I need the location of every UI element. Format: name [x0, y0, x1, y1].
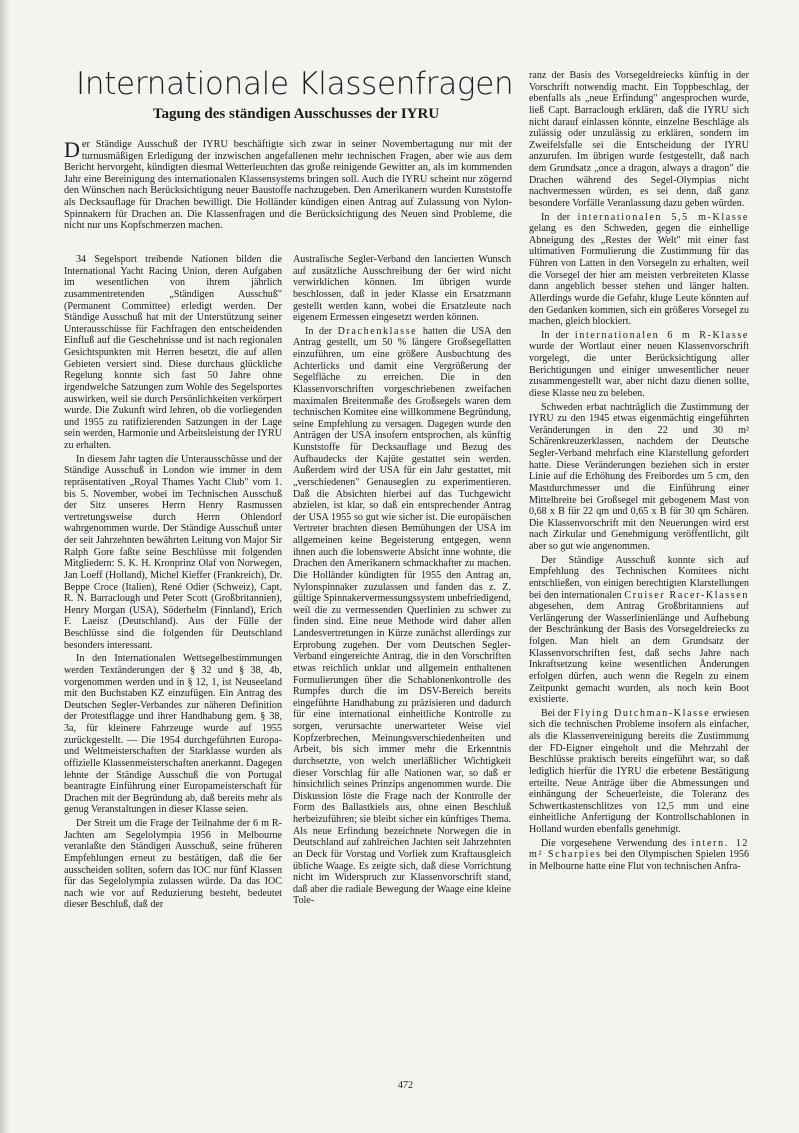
page-title: Internationale Klassenfragen [76, 66, 514, 102]
col2-p2-rest: hatten die USA den Antrag gestellt, um 50 % längere Großsegellatten einzuführen, um eine größere Ausbuchtung des Achterlicks und damit eine Vergrößerung der Segelfläche zu erreichen. Die in den Klassenvorschriften vorgeschriebenen zweifachen maximalen Breitenmaße des Großsegels waren dem technischen Komitee eine willkommene Begründung, seine Empfehlung zu versagen. Dagegen wurde den Anträgen der USA insofern entsprochen, als künftig Kunststoffe für Decksauflage und Bezug des Aufbaudecks der Kajüte gestattet sein werden. Außerdem wird der USA für ein Jahr gestattet, mit „verschiedenen" Genauseglen zu experimentieren. Daß die Absichten hierbei auf das Tuchgewicht abzielen, ist klar, so daß ein entsprechender Antrag der USA 1955 so gut wie sicher ist. Die europäischen Vertreter brachten diesen Bemühungen der USA im allgemeinen keine Begeisterung entgegen, wenn ihnen auch die lobenswerte Absicht inne wohnte, die Drachen den Amerikanern schmackhafter zu machen. Die Holländer kündigten für 1955 den Antrag an, Nylonspinnaker zuzulassen und fanden das z. Z. gültige Spinnakervermessungssystem unbefriedigend, weil die zu vermessenden Querlinien zu schwer zu finden sind. Eine neue Methode wird daher allen Landesvertretungen in Kürze zunächst allerdings zur Erprobung zugehen. Der vom Deutschen Segler-Verband eingereichte Antrag, die in den Vorschriften etwas reichlich unklar und allgemein enthaltenen Formulierungen über die Schablonenkontrolle des Rumpfes durch die im DSV-Bereich bereits eingeführte Handhabung zu präzisieren und dadurch für eine international einheitliche Kontrolle zu sorgen, verursachte unerwarteter Weise viel Kopfzerbrechen, Meinungsverschiedenheiten und Arbeit, bis sich immer mehr die Erkenntnis durchsetzte, von welch unerläßlicher Wichtigkeit dieser Vorschlag für alle Nationen war, so daß er hinsichtlich seines Prinzips angenommen wurde. Die Diskussion löste die Frage nach der Kontrolle der Form des Ballastkiels aus, ohne einen Beschluß herbeizuführen; sie bleibt sicher ein künftiges Thema. Als neue Erfindung bezeichnete Norwegen die in Deutschland auf zahlreichen Jachten seit Jahrzehnten an Deck für Vorstag und Vorliek zum Kraftausgleich übliche Waage. Es zeigte sich, daß diese Vorrichtung nicht im Widerspruch zur Klassenvorschrift stand, daß aber die radiale Bewegung der Waage eine kleine Tole- [293, 325, 511, 907]
col1-paragraph-1: 34 Segelsport treibende Nationen bilden die International Yacht Racing Union, deren Aufgaben im wesentlichen von ihrem jährlich zusammentretenden „Ständigen Ausschuß" (Permanent Committee) erledigt werden. Der Ständige Ausschuß hat mit der Unterstützung seiner Unterausschüsse für Fachfragen den entscheidenden Einfluß auf die Geschehnisse und ist nach regionalen Gesichtspunkten mit Herren besetzt, die auf allen Gebieten versiert sind. Diese durchaus glückliche Regelung konnte sich fast 50 Jahre ohne irgendwelche Satzungen zum Wohle des Segelsportes auswirken, weil sie durch Persönlichkeiten verkörpert wurde. Die Zukunft wird lehren, ob die vorliegenden und 1955 zu ratifizierenden Satzungen in der Lage sein werden, Harmonie und Arbeitsleistung der IYRU zu erhalten. [64, 254, 282, 451]
column-2 [293, 254, 511, 1074]
column-1 [64, 254, 282, 1074]
page-number: 472 [398, 1080, 413, 1091]
col3-paragraph-5 [529, 555, 749, 706]
col3-paragraph-3 [529, 330, 749, 400]
col2-paragraph-1: Australische Segler-Verband den lancierten Wunsch auf zusätzliche Ausschreibung der 6er wird nicht verwirklichen können. Im übrigen wurde beschlossen, daß in jeder Klasse ein Ersatzmann gestellt werden kann, wobei die Ersatzleute nach eigenem Ermessen eingesetzt werden können. [293, 254, 511, 324]
col3-p2-start: In der [541, 211, 578, 223]
col3-p7-rest: bei den Olympischen Spielen 1956 in Melbourne hatte eine Flut von technischen Anfra- [529, 849, 749, 872]
page-subtitle: Tagung des ständigen Ausschusses der IYRU [152, 106, 440, 122]
column-3 [529, 70, 749, 1074]
col3-p3-rest: wurde der Wortlaut einer neuen Klassenvorschrift vorgelegt, die unter Berücksichtigung aller Berichtigungen und einiger unwesentlicher neuer zusammengestellt war, aber nicht dazu dienen sollte, diese Klasse neu zu beleben. [529, 341, 749, 399]
col1-paragraph-2: In diesem Jahr tagten die Unterausschüsse und der Ständige Ausschuß in London wie immer in dem repräsentativen „Royal Thames Yacht Club" vom 1. bis 5. November, wobei im Technischen Ausschuß der Sitz unseres Herrn Henry Rasmussen vertretungsweise durch Herrn Ohlendorf wahrgenommen wurde. Der Ständige Ausschuß unter der seit Jahrzehnten bewährten Leitung von Major Sir Ralph Gore faßte seine Beschlüsse mit folgenden Mitgliedern: S. K. H. Kronprinz Olaf von Norwegen, Jan Loeff (Holland), Michel Kieffer (Frankreich), Dr. Beppe Croce (Italien), René Odier (Schweiz), Capt. R. N. Barraclough und Peter Scott (Großbritannien), Henry Morgan (USA), Söderhelm (Finnland), Erich F. Laeisz (Deutschland). Aus der Fülle der Beschlüsse sind die folgenden für Deutschland besonders interessant. [64, 453, 282, 651]
dropcap-letter: D [64, 137, 80, 162]
col3-p2-rest: gelang es den Schweden, gegen die einhellige Abneigung des „Restes der Welt" mit einer fast ultimativen Formulierung die Zustimmung für das Führen von Latten in den Vorsegeln zu erhalten, weil die Vorsegel der hier am meisten verbreiteten Klasse dann angeblich besser stehen und länger halten. Allerdings wurde die Gefahr, kluge Leute könnten auf den Gedanken kommen, sich ein größeres Vorsegel zu machen, gleich blockiert. [529, 223, 749, 328]
col3-p5-rest: abgesehen, dem Antrag Großbritanniens auf Verlängerung der Wasserlinienlänge und Aufhebung der Beschränkung der Basis des Vorsegeldreiecks zu folgen. Man hielt an dem Grundsatz der Klassenvorschriften fest, daß sechs Jahre nach Inkraftsetzung keine wesentlichen Änderungen erfolgen dürfen, auch wenn die Regeln zu einem Zeitpunkt gemacht wurden, als noch kein Boot existierte. [529, 601, 749, 706]
class-name-drachen: Drachenklasse [337, 325, 418, 337]
col1-paragraph-3: In den Internationalen Wettsegelbestimmungen werden Textänderungen der § 32 und § 38, 4b, vorgenommen werden und in § 12, 1, ist Neuseeland mit den Buchstaben KZ einzufügen. Ein Antrag des Deutschen Segler-Verbandes zur näheren Definition der Protestflagge und ihrer Handhabung gem. § 38, 3a, für kleinere Fahrzeuge wurde auf 1955 zurückgestellt. — Die 1954 durchgeführten Europa- und Weltmeisterschaften der Starklasse wurden als offizielle Klassenmeisterschaften anerkannt. Dagegen lehnte der Ständige Ausschuß die von Portugal beantragte Einführung einer Europameisterschaft für Drachen mit der Begründung ab, daß bereits mehr als genug Veranstaltungen in dieser Klasse seien. [64, 653, 282, 816]
col3-p7-start: Die vorgesehene Verwendung des [541, 837, 692, 849]
col3-p3-start: In der [541, 329, 575, 341]
class-name-6mr: internationalen 6 m R-Klasse [574, 329, 749, 341]
col3-p5-start: Der Ständige Ausschuß konnte sich auf Empfehlung des Technischen Komitees nicht entschließen, von einigen berechtigten Klarstellungen bei den internationalen [529, 554, 749, 601]
col3-p6-start: Bei der [541, 707, 574, 719]
col3-paragraph-1: ranz der Basis des Vorsegeldreiecks künftig in der Vorschrift notwendig macht. Ein Toppbeschlag, der ebenfalls als „neue Erfindung" angesprochen wurde, ließ Capt. Barraclough erklären, daß die IYRU sich nicht darauf einlassen könnte, einzelne Beschläge als zulässig oder unzulässig zu erklären, sondern im Zweifelsfalle sei die Entscheidung der IYRU anzurufen. Im übrigen wurde festgestellt, daß nach dem Grundsatz „once a dragon, always a dragon" die Drachen während des Segel-Olympias nicht nachvermessen würden, es sei denn, daß ganz besondere Vorfälle Veranlassung dazu geben würden. [529, 70, 749, 209]
col3-paragraph-6 [529, 708, 749, 836]
col1-paragraph-4: Der Streit um die Frage der Teilnahme der 6 m R-Jachten am Segelolympia 1956 in Melbourne veranlaßte den Ständigen Ausschuß, seine früheren Empfehlungen erneut zu bestätigen, daß die 6er ausscheiden sollten, sofern das IOC nur fünf Klassen für das Segelolympia zulassen würde. Da das IOC nach wie vor auf Reduzierung besteht, bedeutet dieser Beschluß, daß der [64, 818, 282, 911]
col3-paragraph-2 [529, 212, 749, 328]
class-name-12m-scharpie: intern. 12 m² Scharpies [529, 837, 749, 861]
col3-paragraph-4: Schweden erbat nachträglich die Zustimmung der IYRU zu den 1945 etwas eigenmächtig eingeführten Veränderungen in den 22 und 30 m² Schärenkreuzerklassen, nachdem der Deutsche Segler-Verband mehrfach eine Klarstellung gefordert hatte. Diese Veränderungen beziehen sich in erster Linie auf die Erhöhung des Freibordes um 5 cm, den Mastdurchmesser und die Einführung einer Mittelbreite bei Großsegel mit gebogenem Mast von 0,68 x B für 22 qm und 0,65 x B für 30 qm Schären. Die Klassenvorschrift mit den Neuerungen wird erst nach Zirkular und Genehmigung veröffentlicht, gilt aber so gut wie angenommen. [529, 401, 749, 552]
class-name-5-5m: internationalen 5,5 m-Klasse [577, 211, 749, 223]
lead-text: er Ständige Ausschuß der IYRU beschäftigte sich zwar in seiner Novembertagung nur mit der turnusmäßigen Erledigung der inzwischen angefallenen mehr technischen Fragen, aber wie aus dem Bericht hervorgeht, kündigten diesmal Wetterleuchten das große reinigende Gewitter an, als im kommenden Jahr eine Bereinigung des internationalen Klassensystems bringen soll. Auch die IYRU scheint nur zögernd den Wünschen nach Berücksichtigung neuer Baustoffe nachzugeben. Den Amerikanern wurden Kunststoffe als Decksauflage für Drachen bewilligt. Die Holländer kündigen einen Antrag auf Zulassung von Nylon-Spinnakern für Drachen an. Die Klassenfragen und die Berücksichtigung des Neuen sind Probleme, die nicht nur uns Kopfschmerzen machen. [64, 139, 512, 232]
col2-p2-start: In der [305, 325, 338, 337]
class-name-cruiser-racer: Cruiser Racer-Klassen [624, 589, 749, 601]
col3-paragraph-7 [529, 838, 749, 873]
col2-paragraph-2 [293, 326, 511, 907]
scan-edge [0, 0, 10, 1133]
col3-p6-rest: erwiesen sich die technischen Probleme insofern als einfacher, als die Klassenvereinigung bereits die Zustimmung der FD-Eigner eingeholt und die Mehrzahl der Beschlüsse praktisch bereits eingeführt war, so daß lediglich hierfür die IYRU die erbetene Bestätigung erteilte. Neue Anträge über die Abmessungen und einhängung der Scheuerleiste, die Toleranz des Schwertkastenschlitzes von 12,5 mm und eine einheitliche Anfertigung der Kontrollschablonen in Holland wurden ebenfalls genehmigt. [529, 707, 749, 835]
class-name-flying-dutchman: Flying Dutchman-Klasse [573, 707, 711, 719]
lead-paragraph [64, 139, 512, 232]
